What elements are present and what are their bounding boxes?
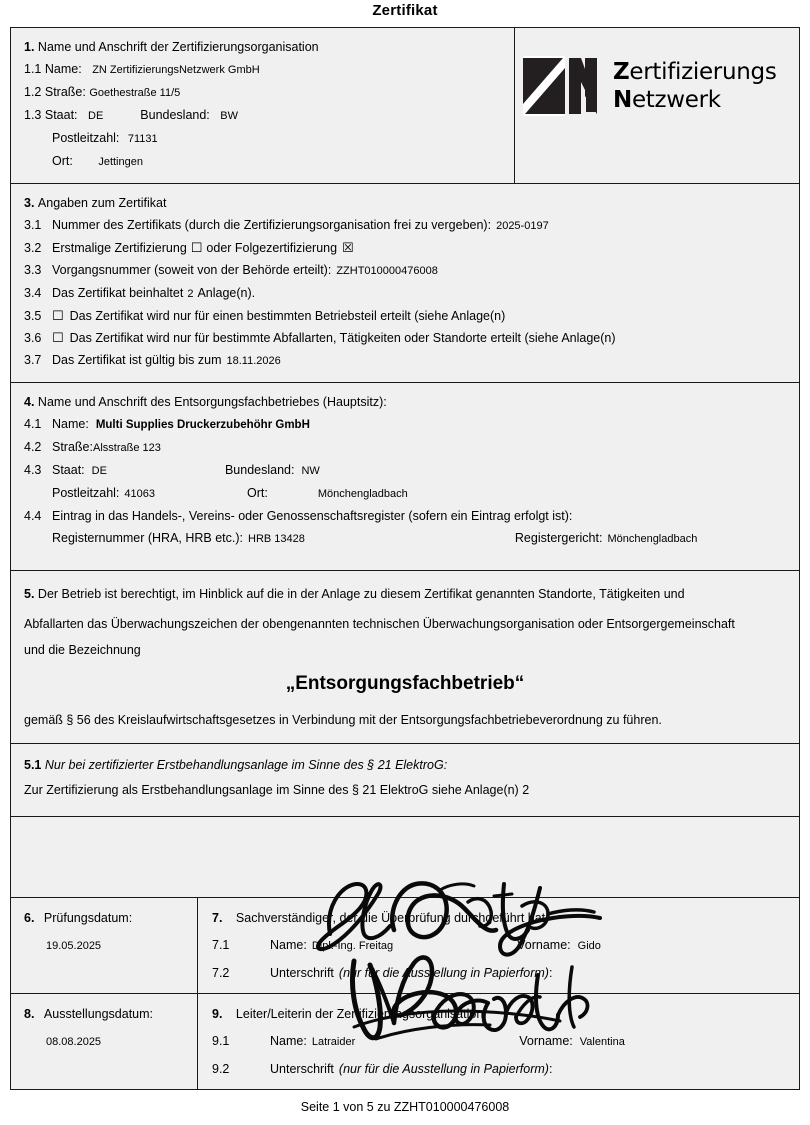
row-4-4-label: Eintrag in das Handels-, Vereins- oder Genossenschaftsregister (sofern ein Eintrag erfolgt ist): (52, 509, 573, 523)
section-5-1-heading (11, 748, 799, 778)
row-3-7-value: 18.11.2026 (226, 355, 281, 367)
row-1-2 (11, 81, 514, 104)
row-3-6-num: 3.6 (24, 331, 42, 345)
row-9-1-num: 9.1 (212, 1034, 230, 1048)
row-4-3-value2: NW (301, 465, 320, 477)
row-3-4 (11, 282, 799, 305)
row-3-4-value: 2 (187, 288, 194, 300)
section-3-block (11, 184, 799, 383)
row-4-ort-value: Mönchengladbach (317, 488, 408, 500)
section-5-line-2: Abfallarten das Überwachungszeichen der obengenannten technischen Überwachungsorganisation oder Entsorgergemeinschaft (24, 617, 735, 631)
ausstellungsdatum-value: 08.08.2025 (46, 1036, 102, 1048)
section-3-heading (11, 192, 799, 214)
row-4-3-value: DE (91, 465, 107, 477)
row-4-2-value: Alsstraße 123 (93, 442, 161, 454)
row-3-6-label: Das Zertifikat wird nur für bestimmte Abfallarten, Tätigkeiten oder Standorte erteilt (siehe Anlage(n) (69, 331, 616, 345)
zn-logo (523, 56, 777, 116)
row-9-2-label: Unterschrift (270, 1062, 334, 1076)
section-9-heading (198, 1003, 799, 1025)
section-8-number: 8. (24, 1007, 35, 1021)
row-7-2-label: Unterschrift (270, 966, 334, 980)
row-4-4 (11, 505, 799, 527)
row-4-1-num: 4.1 (24, 417, 42, 431)
row-7-1-num: 7.1 (212, 938, 230, 952)
section-3-number: 3. (24, 196, 35, 210)
row-1-ort-label: Ort: (52, 154, 73, 168)
row-1-3-label2: Bundesland: (140, 108, 210, 122)
registergericht-label: Registergericht: (514, 531, 603, 545)
row-3-3-num: 3.3 (24, 263, 42, 277)
row-1-ort-value: Jettingen (98, 156, 143, 168)
row-3-1-value: 2025-0197 (496, 220, 549, 232)
section-7-heading (198, 907, 799, 929)
checkbox-folgezertifizierung[interactable]: ☒ (342, 241, 354, 256)
section-5-1-heading-text: Nur bei zertifizierter Erstbehandlungsanlage im Sinne des § 21 ElektroG: (44, 758, 448, 772)
row-7-2 (198, 957, 799, 984)
section-8-9-block (11, 994, 799, 1089)
pruefungsdatum-value-row (11, 929, 197, 957)
row-3-7-num: 3.7 (24, 353, 42, 367)
row-3-2 (11, 237, 799, 259)
registernummer-value: HRB 13428 (248, 533, 305, 545)
section-1-heading (11, 36, 514, 58)
row-3-7-label: Das Zertifikat ist gültig bis zum (52, 353, 222, 367)
row-3-4-pre: Das Zertifikat beinhaltet (52, 286, 184, 300)
row-7-1-value: Dipl.-Ing. Freitag (311, 940, 394, 952)
section-6-heading (11, 907, 197, 929)
row-9-1 (198, 1025, 799, 1053)
section-8-heading (11, 1003, 197, 1025)
zn-monogram-icon (523, 56, 599, 116)
row-7-1-label2: Vorname: (517, 938, 571, 952)
section-5-line-4: gemäß § 56 des Kreislaufwirtschaftsgesetzes in Verbindung mit der Entsorgungsfachbetriebeverordnung zu führen. (24, 713, 662, 727)
row-4-3-label: Staat: (52, 463, 85, 477)
row-9-2 (198, 1053, 799, 1080)
section-6-number: 6. (24, 911, 35, 925)
certificate-table (10, 27, 800, 1090)
section-7-content (197, 898, 799, 993)
row-9-2-colon: : (548, 1062, 553, 1076)
row-9-1-value2: Valentina (579, 1036, 625, 1048)
row-9-1-label: Name: (270, 1034, 307, 1048)
page-footer: Seite 1 von 5 zu ZZHT010000476008 (300, 1100, 510, 1114)
section-9-heading-text: Leiter/Leiterin der Zertifizierungsorganisation: (235, 1007, 487, 1021)
section-1-heading-text: Name und Anschrift der Zertifizierungsorganisation (37, 40, 319, 54)
section-5-line-1 (11, 577, 799, 611)
row-3-5-num: 3.5 (24, 309, 42, 323)
section-5-1-line (11, 778, 799, 810)
section-4-block (11, 383, 799, 571)
section-5-block (11, 571, 799, 744)
section-5-1-block (11, 744, 799, 817)
row-1-3-num: 1.3 (24, 108, 42, 122)
row-4-register (11, 527, 799, 550)
page-title: Zertifikat (372, 2, 438, 19)
section-9-content (197, 994, 799, 1089)
row-1-plz (11, 127, 514, 150)
row-1-1 (11, 58, 514, 81)
section-5-1-value: 2 (522, 783, 530, 797)
row-1-plz-value: 71131 (127, 133, 158, 145)
row-1-3-label: Staat: (44, 108, 78, 122)
row-3-4-num: 3.4 (24, 286, 42, 300)
row-3-1-label: Nummer des Zertifikats (durch die Zertifizierungsorganisation frei zu vergeben): (52, 218, 492, 232)
row-1-plz-label: Postleitzahl: (52, 131, 120, 145)
row-7-1-label: Name: (270, 938, 307, 952)
row-9-1-label2: Vorname: (519, 1034, 573, 1048)
row-1-1-label: Name: (44, 62, 82, 76)
row-7-2-colon: : (548, 966, 553, 980)
ausstellungsdatum-value-row (11, 1025, 197, 1053)
row-4-1 (11, 413, 799, 436)
row-4-3 (11, 459, 799, 482)
row-1-3-value: DE (88, 110, 104, 122)
row-4-3-num: 4.3 (24, 463, 42, 477)
row-3-5-label: Das Zertifikat wird nur für einen bestimmten Betriebsteil erteilt (siehe Anlage(n) (69, 309, 506, 323)
row-1-1-num: 1.1 (24, 62, 42, 76)
row-4-4-num: 4.4 (24, 509, 42, 523)
section-7-number: 7. (212, 911, 223, 925)
row-3-3 (11, 259, 799, 282)
row-4-1-value: Multi Supplies Druckerzubehöhr GmbH (95, 419, 310, 431)
row-4-plz (11, 482, 799, 505)
row-4-2 (11, 436, 799, 459)
row-3-1-num: 3.1 (24, 218, 42, 232)
designation-entsorgungsfachbetrieb: „Entsorgungsfachbetrieb“ (285, 673, 525, 694)
section-6-content (11, 898, 197, 993)
section-4-number: 4. (24, 395, 35, 409)
row-4-2-num: 4.2 (24, 440, 42, 454)
section-8-content (11, 994, 197, 1089)
pruefungsdatum-label: Prüfungsdatum: (43, 911, 133, 925)
row-9-2-num: 9.2 (212, 1062, 230, 1076)
section-7-heading-text: Sachverständiger, der die Überprüfung durchgeführt hat: (235, 911, 549, 925)
row-7-2-num: 7.2 (212, 966, 230, 980)
section-1-content (11, 28, 514, 183)
row-4-3-label2: Bundesland: (224, 463, 295, 477)
row-1-3-value2: BW (220, 110, 239, 122)
row-3-3-label: Vorgangsnummer (soweit von der Behörde erteilt): (52, 263, 332, 277)
row-1-2-num: 1.2 (24, 85, 42, 99)
row-3-2-mid: oder Folgezertifizierung (206, 241, 338, 255)
section-4-heading-text: Name und Anschrift des Entsorgungsfachbetriebes (Hauptsitz): (37, 395, 387, 409)
row-4-plz-label: Postleitzahl: (52, 486, 120, 500)
row-3-2-num: 3.2 (24, 241, 42, 255)
row-1-2-label: Straße: (44, 85, 86, 99)
section-1-block (11, 28, 799, 184)
row-3-2-pre: Erstmalige Zertifizierung (52, 241, 187, 255)
row-4-2-label: Straße: (52, 440, 93, 454)
row-9-1-value: Latraider (311, 1036, 356, 1048)
row-3-3-value: ZZHT010000476008 (336, 265, 438, 277)
ausstellungsdatum-label: Ausstellungsdatum: (43, 1007, 154, 1021)
row-3-5 (11, 305, 799, 327)
row-3-7 (11, 349, 799, 372)
row-1-1-value: ZN ZertifizierungsNetzwerk GmbH (92, 64, 260, 76)
checkbox-betriebsteil[interactable]: ☐ (52, 309, 64, 324)
row-3-1 (11, 214, 799, 237)
row-7-1-value2: Gido (577, 940, 601, 952)
section-5-1-text: Zur Zertifizierung als Erstbehandlungsanlage im Sinne des § 21 ElektroG siehe Anlage(n) (24, 783, 519, 797)
logo-line-1: Zertifizierungs (613, 59, 777, 85)
checkbox-abfallarten[interactable]: ☐ (52, 331, 64, 346)
section-9-number: 9. (212, 1007, 223, 1021)
registernummer-label: Registernummer (HRA, HRB etc.): (52, 531, 244, 545)
logo-cell (514, 28, 799, 183)
logo-wordmark (613, 58, 777, 114)
checkbox-erstmalige-zertifizierung[interactable]: ☐ (190, 241, 203, 256)
section-3-heading-text: Angaben zum Zertifikat (37, 196, 167, 210)
logo-line-2: Netzwerk (613, 87, 721, 113)
section-5-text-1: Der Betrieb ist berechtigt, im Hinblick auf die in der Anlage zu diesem Zertifikat genannten Standorte, Tätigkeiten und (37, 587, 685, 601)
row-7-1 (198, 929, 799, 957)
section-4-heading (11, 391, 799, 413)
row-4-plz-value: 41063 (124, 488, 155, 500)
section-5-1-number: 5.1 (24, 758, 42, 772)
row-4-1-label: Name: (52, 417, 89, 431)
blank-block (11, 817, 799, 898)
pruefungsdatum-value: 19.05.2025 (46, 940, 102, 952)
section-5-number: 5. (24, 587, 35, 601)
registergericht-value: Mönchengladbach (607, 533, 698, 545)
row-4-ort-label: Ort: (247, 486, 268, 500)
section-5-line-3: und die Bezeichnung (24, 643, 141, 657)
row-1-ort (11, 150, 514, 173)
row-3-6 (11, 327, 799, 349)
row-1-3 (11, 104, 514, 127)
row-1-2-value: Goethestraße 11/5 (89, 87, 181, 99)
row-9-2-italic: (nur für die Ausstellung in Papierform) (338, 1062, 549, 1076)
row-7-2-italic: (nur für die Ausstellung in Papierform) (338, 966, 549, 980)
section-6-7-block (11, 898, 799, 994)
section-1-number: 1. (24, 40, 35, 54)
row-3-4-post: Anlage(n). (197, 286, 256, 300)
